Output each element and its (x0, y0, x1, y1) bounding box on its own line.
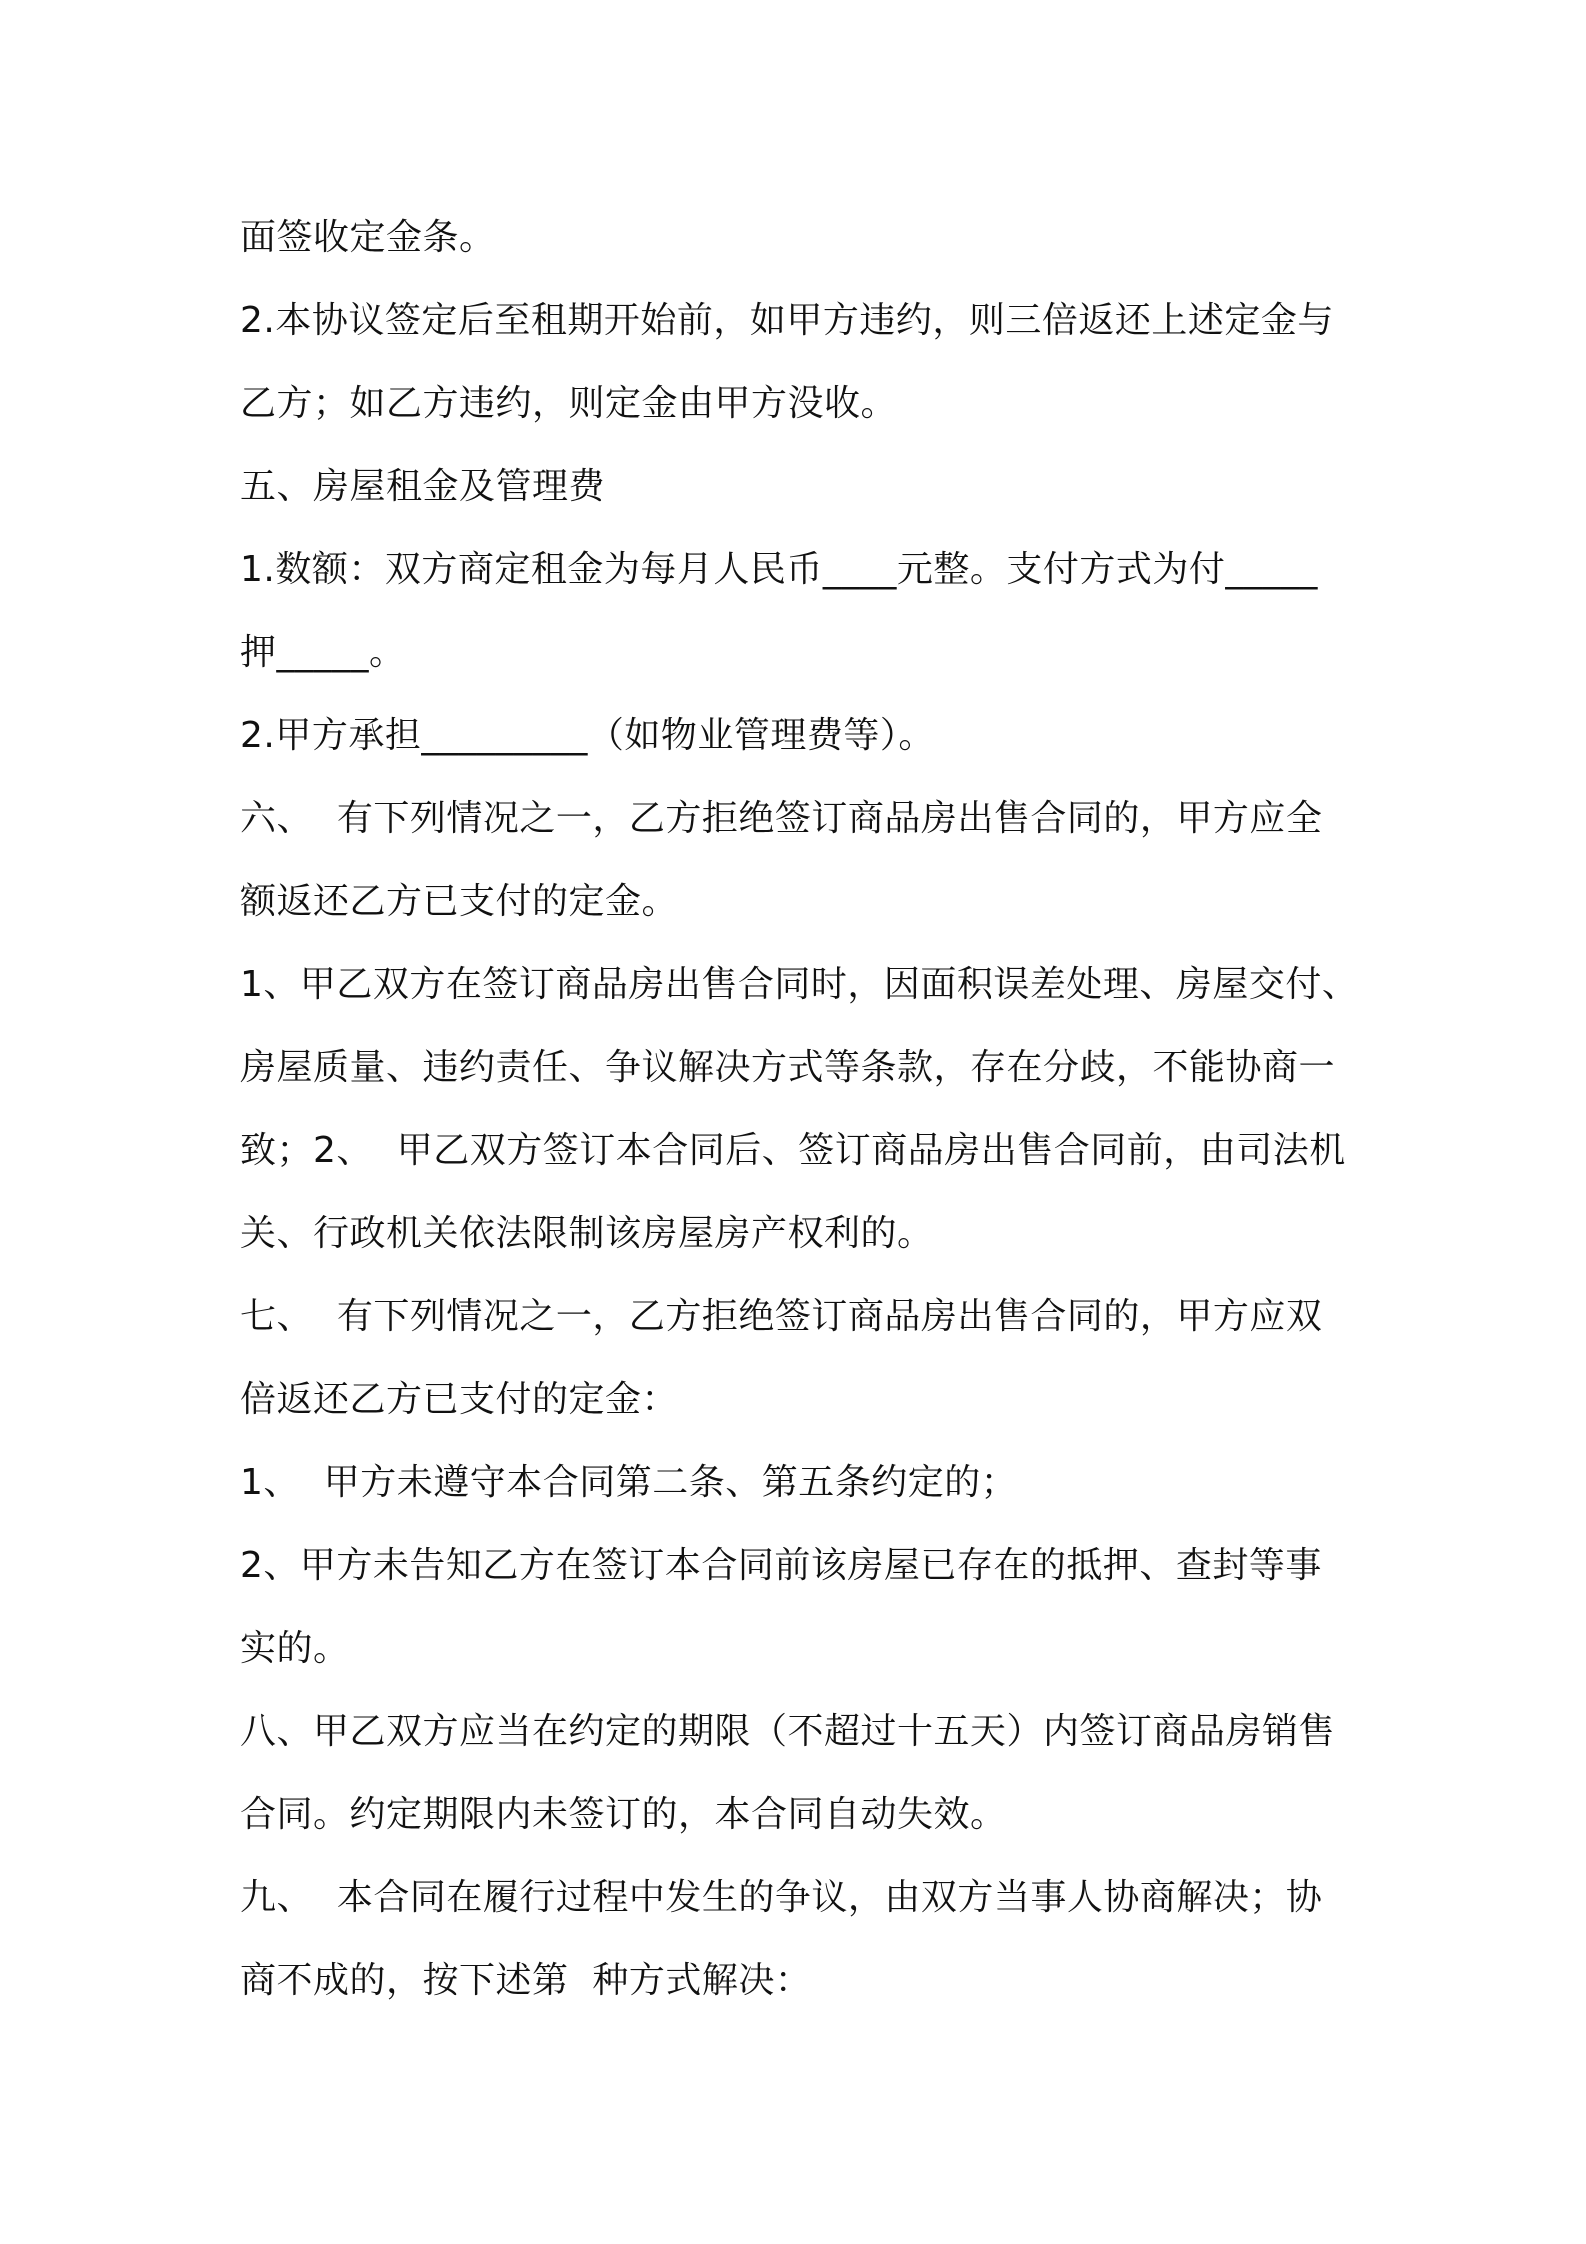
text-line: 2.甲方承担_________（如物业管理费等）。 (240, 715, 935, 756)
text-line: 九、 本合同在履行过程中发生的争议，由双方当事人协商解决；协 (240, 1877, 1323, 1918)
text-line: 倍返还乙方已支付的定金： (240, 1379, 679, 1420)
document-body (240, 196, 1360, 2022)
text-line: 六、 有下列情况之一，乙方拒绝签订商品房出售合同的，甲方应全 (240, 798, 1323, 839)
text-line: 致；2、 甲乙双方签订本合同后、签订商品房出售合同前，由司法机 (240, 1130, 1346, 1171)
text-line: 实的。 (240, 1628, 350, 1669)
text-line: 面签收定金条。 (240, 217, 496, 258)
text-line: 1.数额：双方商定租金为每月人民币____元整。支付方式为付_____ (240, 549, 1318, 590)
text-line: 合同。约定期限内未签订的，本合同自动失效。 (240, 1794, 1007, 1835)
text-line: 1、甲乙双方在签订商品房出售合同时，因面积误差处理、房屋交付、 (240, 964, 1359, 1005)
text-line: 房屋质量、违约责任、争议解决方式等条款，存在分歧，不能协商一 (240, 1047, 1336, 1088)
text-line: 1、 甲方未遵守本合同第二条、第五条约定的； (240, 1462, 1018, 1503)
text-line: 2.本协议签定后至租期开始前，如甲方违约，则三倍返还上述定金与 (240, 300, 1334, 341)
section-heading: 五、房屋租金及管理费 (240, 466, 606, 507)
text-line: 八、甲乙双方应当在约定的期限（不超过十五天）内签订商品房销售 (240, 1711, 1336, 1752)
text-line: 商不成的，按下述第 种方式解决： (240, 1960, 812, 2001)
text-line: 乙方；如乙方违约，则定金由甲方没收。 (240, 383, 898, 424)
text-line: 押_____。 (240, 632, 406, 673)
text-line: 七、 有下列情况之一，乙方拒绝签订商品房出售合同的，甲方应双 (240, 1296, 1323, 1337)
text-line: 关、行政机关依法限制该房屋房产权利的。 (240, 1213, 934, 1254)
text-line: 2、甲方未告知乙方在签订本合同前该房屋已存在的抵押、查封等事 (240, 1545, 1322, 1586)
text-line: 额返还乙方已支付的定金。 (240, 881, 679, 922)
